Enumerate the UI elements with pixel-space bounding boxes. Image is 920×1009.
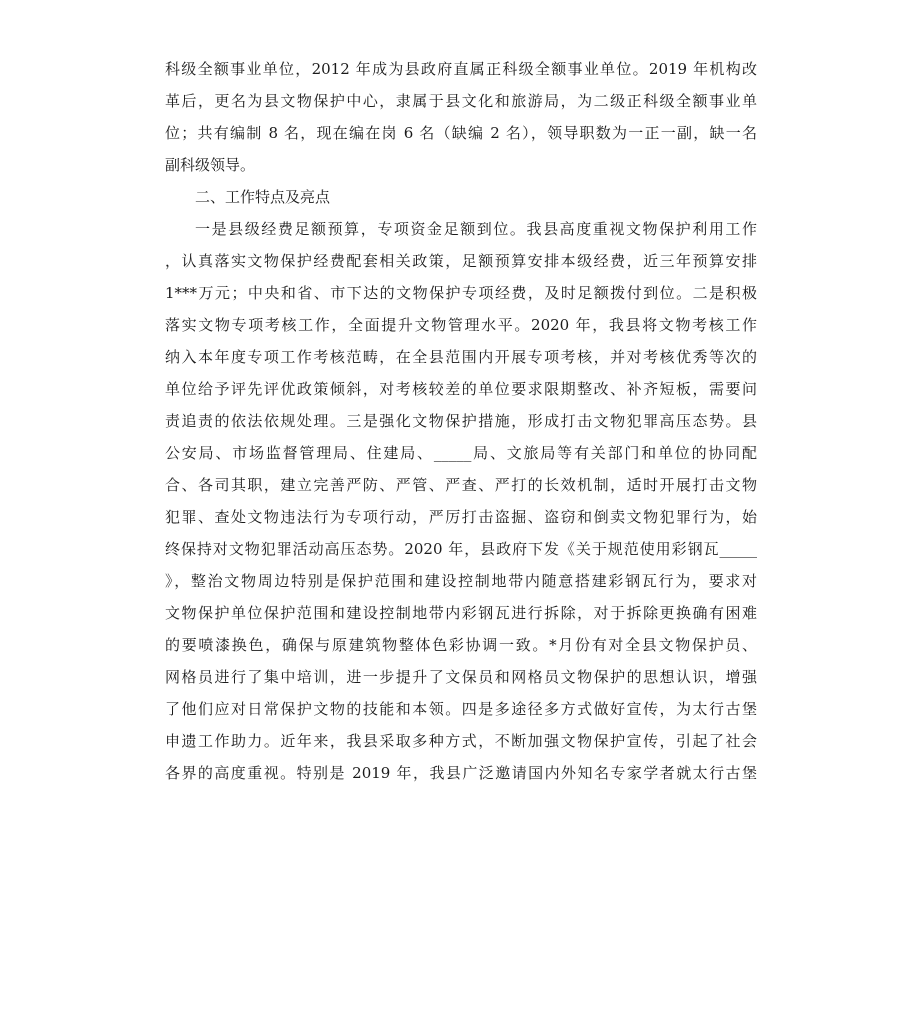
text-line: 一是县级经费足额预算，专项资金足额到位。我县高度重视文物保护利用工作 — [195, 220, 757, 238]
text-line: 各界的高度重视。特别是 2019 年，我县广泛邀请国内外知名专家学者就太行古堡 — [165, 764, 757, 782]
text-line: 申遗工作助力。近年来，我县采取多种方式，不断加强文物保护宣传，引起了社会 — [165, 732, 757, 750]
text-line: 文物保护单位保护范围和建设控制地带内彩钢瓦进行拆除，对于拆除更换确有困难 — [165, 604, 757, 622]
text-line: 合、各司其职，建立完善严防、严管、严查、严打的长效机制，适时开展打击文物 — [165, 476, 757, 494]
text-line: ，认真落实文物保护经费配套相关政策，足额预算安排本级经费，近三年预算安排 — [165, 252, 757, 270]
text-line: 》，整治文物周边特别是保护范围和建设控制地带内随意搭建彩钢瓦行为，要求对 — [165, 572, 757, 590]
text-line: 位；共有编制 8 名，现在编在岗 6 名（缺编 2 名），领导职数为一正一副，缺一名 — [165, 124, 757, 142]
text-line: 副科级领导。 — [165, 156, 256, 174]
text-line: 科级全额事业单位，2012 年成为县政府直属正科级全额事业单位。2019 年机构改 — [165, 60, 757, 78]
body-text — [165, 53, 757, 789]
text-line: 终保持对文物犯罪活动高压态势。2020 年，县政府下发《关于规范使用彩钢瓦_____ — [165, 540, 757, 558]
text-line: 纳入本年度专项工作考核范畴，在全县范围内开展专项考核，并对考核优秀等次的 — [165, 348, 757, 366]
text-line: 犯罪、查处文物违法行为专项行动，严厉打击盗掘、盗窃和倒卖文物犯罪行为，始 — [165, 508, 757, 526]
text-line: 网格员进行了集中培训，进一步提升了文保员和网格员文物保护的思想认识，增强 — [165, 668, 757, 686]
text-line: 革后，更名为县文物保护中心，隶属于县文化和旅游局，为二级正科级全额事业单 — [165, 92, 757, 110]
text-line: 了他们应对日常保护文物的技能和本领。四是多途径多方式做好宣传，为太行古堡 — [165, 700, 757, 718]
text-line: 的要喷漆换色，确保与原建筑物整体色彩协调一致。*月份有对全县文物保护员、 — [165, 636, 757, 654]
section-heading: 二、工作特点及亮点 — [195, 188, 331, 206]
text-line: 单位给予评先评优政策倾斜，对考核较差的单位要求限期整改、补齐短板，需要问 — [165, 380, 757, 398]
text-line: 责追责的依法依规处理。三是强化文物保护措施，形成打击文物犯罪高压态势。县 — [165, 412, 757, 430]
text-line: 落实文物专项考核工作，全面提升文物管理水平。2020 年，我县将文物考核工作 — [165, 316, 757, 334]
text-line: 1***万元；中央和省、市下达的文物保护专项经费，及时足额拨付到位。二是积极 — [165, 284, 757, 302]
text-line: 公安局、市场监督管理局、住建局、_____局、文旅局等有关部门和单位的协同配 — [165, 444, 757, 462]
